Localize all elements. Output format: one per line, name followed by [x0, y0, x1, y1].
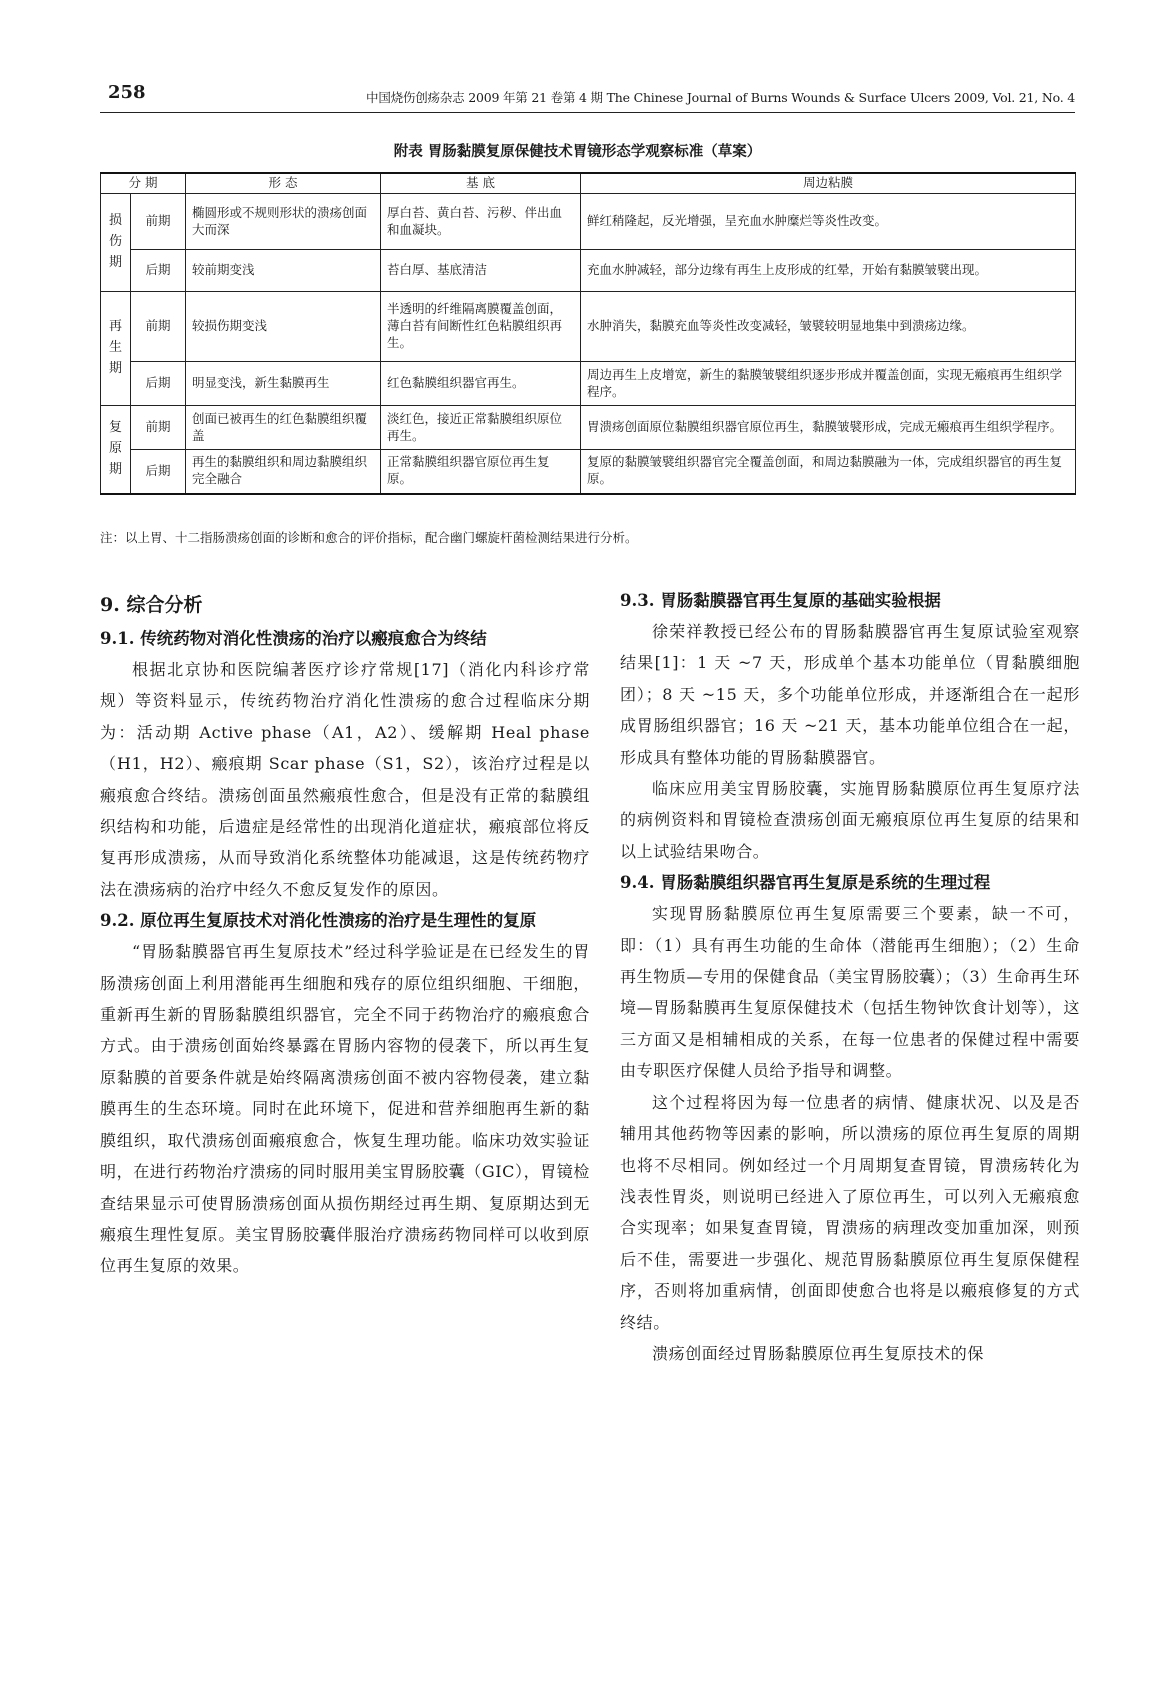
surrounding-cell: 鲜红稍隆起，反光增强，呈充血水肿糜烂等炎性改变。 — [581, 194, 1076, 250]
table-header-row — [101, 173, 1076, 194]
surrounding-cell: 复原的黏膜皱襞组织器官完全覆盖创面，和周边黏膜融为一体，完成组织器官的再生复原。 — [581, 450, 1076, 494]
surrounding-cell: 水肿消失，黏膜充血等炎性改变减轻，皱襞较明显地集中到溃疡边缘。 — [581, 292, 1076, 362]
header-stage: 分 期 — [101, 173, 186, 194]
body-paragraph: 临床应用美宝胃肠胶囊，实施胃肠黏膜原位再生复原疗法的病例资料和胃镜检查溃疡创面无瘢痕原位再生复原的结果和以上试验结果吻合。 — [620, 779, 1080, 861]
table-row — [101, 250, 1076, 292]
morphology-cell: 椭圆形或不规则形状的溃疡创面大而深 — [186, 194, 381, 250]
header-surrounding: 周边粘膜 — [581, 173, 1076, 194]
surrounding-cell: 充血水肿减轻，部分边缘有再生上皮形成的红晕，开始有黏膜皱襞出现。 — [581, 250, 1076, 292]
subsection-heading: 9.3. 胃肠黏膜器官再生复原的基础实验根据 — [620, 591, 941, 610]
subsection-heading: 9.1. 传统药物对消化性溃疡的治疗以瘢痕愈合为终结 — [100, 629, 487, 648]
morphology-cell: 创面已被再生的红色黏膜组织覆盖 — [186, 406, 381, 450]
phase-cell: 后期 — [131, 362, 186, 406]
header-base: 基 底 — [381, 173, 581, 194]
base-cell: 苔白厚、基底清洁 — [381, 250, 581, 292]
left-column — [100, 590, 590, 1282]
table-row — [101, 362, 1076, 406]
right-column — [620, 585, 1080, 1369]
body-paragraph: 根据北京协和医院编著医疗诊疗常规[17]（消化内科诊疗常规）等资料显示，传统药物治疗消化性溃疡的愈合过程临床分期为：活动期 Active phase（A1，A2）、缓解期 Heal phase（H1，H2）、瘢痕期 Scar phase（S1，S2），该治疗过程是以瘢痕愈合终结。溃疡创面虽然瘢痕性愈合，但是没有正常的黏膜组织结构和功能，后遗症是经常性的出现消化道症状，瘢痕部位将反复再形成溃疡，从而导致消化系统整体功能减退，这是传统药物疗法在溃疡病的治疗中经久不愈反复发作的原因。 — [100, 660, 590, 899]
header-morphology: 形 态 — [186, 173, 381, 194]
table-row — [101, 194, 1076, 250]
table-row — [101, 450, 1076, 494]
subsection-heading: 9.2. 原位再生复原技术对消化性溃疡的治疗是生理性的复原 — [100, 911, 537, 931]
journal-running-title: 中国烧伤创疡杂志 2009 年第 21 卷第 4 期 The Chinese Journal of Burns Wounds & Surface Ulcers 2009, Vol. 21, No. 4 — [366, 90, 1075, 105]
surrounding-cell: 周边再生上皮增宽，新生的黏膜皱襞组织逐步形成并覆盖创面，实现无瘢痕再生组织学程序。 — [581, 362, 1076, 406]
page-number: 258 — [108, 82, 146, 103]
page-header — [100, 82, 1075, 113]
body-paragraph: 实现胃肠黏膜原位再生复原需要三个要素，缺一不可，即：（1）具有再生功能的生命体（潜能再生细胞）；（2）生命再生物质—专用的保健食品（美宝胃肠胶囊）；（3）生命再生环境—胃肠黏膜再生复原保健技术（包括生物钟饮食计划等），这三方面又是相辅相成的关系，在每一位患者的保健过程中需要由专职医疗保健人员给予指导和调整。 — [620, 904, 1080, 1081]
stage-label: 损伤期 — [101, 194, 131, 292]
base-cell: 半透明的纤维隔离膜覆盖创面，薄白苔有间断性红色粘膜组织再生。 — [381, 292, 581, 362]
base-cell: 厚白苔、黄白苔、污秽、伴出血和血凝块。 — [381, 194, 581, 250]
table-caption: 附表 胃肠黏膜复原保健技术胃镜形态学观察标准（草案） — [393, 143, 762, 160]
body-paragraph: 徐荣祥教授已经公布的胃肠黏膜器官再生复原试验室观察结果[1]：1 天 ~7 天，形成单个基本功能单位（胃黏膜细胞团）；8 天 ~15 天，多个功能单位形成，并逐渐组合在一起形成胃肠组织器官；16 天 ~21 天，基本功能单位组合在一起，形成具有整体功能的胃肠黏膜器官。 — [620, 622, 1080, 767]
base-cell: 红色黏膜组织器官再生。 — [381, 362, 581, 406]
base-cell: 正常黏膜组织器官原位再生复原。 — [381, 450, 581, 494]
body-paragraph: “胃肠黏膜器官再生复原技术”经过科学验证是在已经发生的胃肠溃疡创面上利用潜能再生细胞和残存的原位组织细胞、干细胞，重新再生新的胃肠黏膜组织器官，完全不同于药物治疗的瘢痕愈合方式。由于溃疡创面始终暴露在胃肠内容物的侵袭下，所以再生复原黏膜的首要条件就是始终隔离溃疡创面不被内容物侵袭，建立黏膜再生的生态环境。同时在此环境下，促进和营养细胞再生新的黏膜组织，取代溃疡创面瘢痕愈合，恢复生理功能。临床功效实验证明，在进行药物治疗溃疡的同时服用美宝胃肠胶囊（GIC），胃镜检查结果显示可使胃肠溃疡创面从损伤期经过再生期、复原期达到无瘢痕生理性复原。美宝胃肠胶囊伴服治疗溃疡药物同样可以收到原位再生复原的效果。 — [100, 942, 590, 1276]
stage-label: 复原期 — [101, 406, 131, 494]
table-note: 注：以上胃、十二指肠溃疡创面的诊断和愈合的评价指标，配合幽门螺旋杆菌检测结果进行分析。 — [100, 530, 638, 545]
phase-cell: 前期 — [131, 194, 186, 250]
table-row — [101, 292, 1076, 362]
surrounding-cell: 胃溃疡创面原位黏膜组织器官原位再生，黏膜皱襞形成，完成无瘢痕再生组织学程序。 — [581, 406, 1076, 450]
morphology-cell: 较损伤期变浅 — [186, 292, 381, 362]
observation-table — [100, 172, 1075, 495]
phase-cell: 前期 — [131, 406, 186, 450]
morphology-cell: 较前期变浅 — [186, 250, 381, 292]
body-paragraph: 这个过程将因为每一位患者的病情、健康状况、以及是否辅用其他药物等因素的影响，所以溃疡的原位再生复原的周期也将不尽相同。例如经过一个月周期复查胃镜，胃溃疡转化为浅表性胃炎，则说明已经进入了原位再生，可以列入无瘢痕愈合实现率；如果复查胃镜，胃溃疡的病理改变加重加深，则预后不佳，需要进一步强化、规范胃肠黏膜原位再生复原保健程序，否则将加重病情，创面即使愈合也将是以瘢痕修复的方式终结。 — [620, 1092, 1080, 1332]
section-title: 9. 综合分析 — [100, 594, 203, 616]
phase-cell: 前期 — [131, 292, 186, 362]
base-cell: 淡红色，接近正常黏膜组织原位再生。 — [381, 406, 581, 450]
phase-cell: 后期 — [131, 250, 186, 292]
phase-cell: 后期 — [131, 450, 186, 494]
morphology-cell: 再生的黏膜组织和周边黏膜组织完全融合 — [186, 450, 381, 494]
stage-label: 再生期 — [101, 292, 131, 406]
body-paragraph: 溃疡创面经过胃肠黏膜原位再生复原技术的保 — [652, 1343, 985, 1363]
table-row — [101, 406, 1076, 450]
subsection-heading: 9.4. 胃肠黏膜组织器官再生复原是系统的生理过程 — [620, 873, 991, 893]
morphology-cell: 明显变浅，新生黏膜再生 — [186, 362, 381, 406]
